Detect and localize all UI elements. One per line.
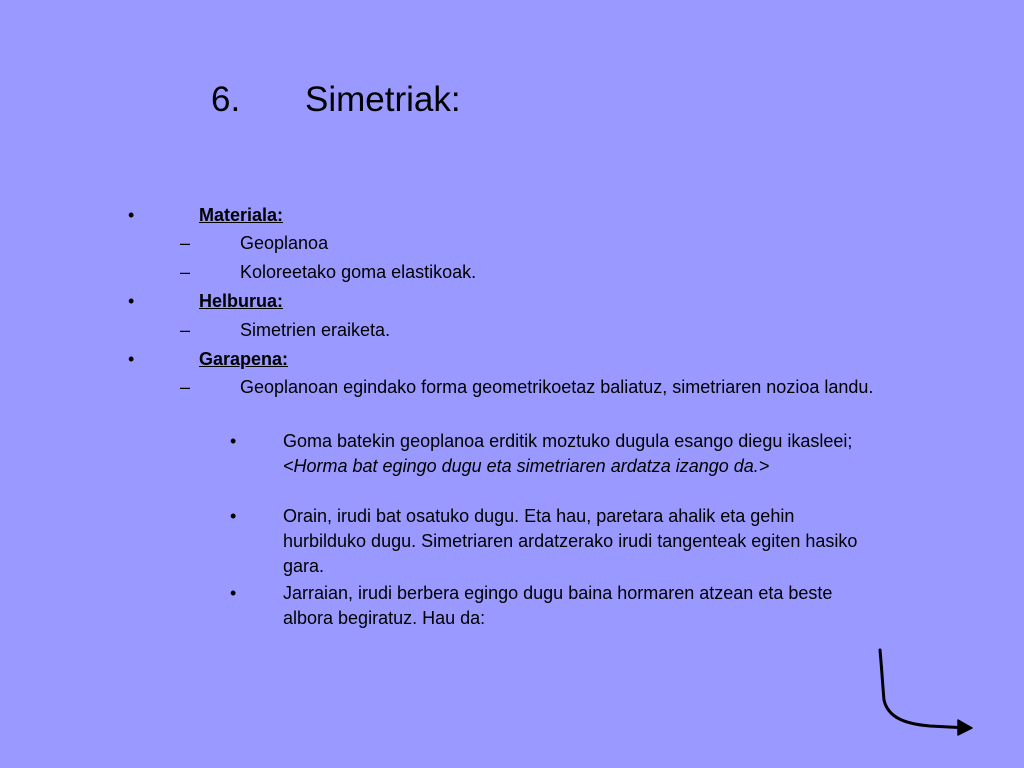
bullet-icon: •	[230, 431, 237, 451]
list-item: Koloreetako goma elastikoak.	[240, 262, 477, 282]
sub-list-item: Orain, irudi bat osatuko dugu. Eta hau, paretara ahalik eta gehin hurbilduko dugu. Simetriaren ardatzerako irudi tangenteak egiten hasiko gara.	[283, 506, 858, 576]
bullet-icon: •	[230, 506, 237, 526]
section-heading-garapena: Garapena:	[199, 349, 289, 369]
section-heading-materiala: Materiala:	[199, 205, 284, 225]
dash-icon: –	[180, 233, 191, 253]
slide-title-number: 6.	[211, 80, 241, 119]
list-item: Simetrien eraiketa.	[240, 320, 391, 340]
list-item: Geoplanoan egindako forma geometrikoetaz baliatuz, simetriaren nozioa landu.	[240, 377, 874, 397]
list-item: Geoplanoa	[240, 233, 329, 253]
bullet-icon: •	[128, 349, 135, 369]
sub-list-item-quote: <Horma bat egingo dugu eta simetriaren ardatza izango da.>	[283, 456, 770, 476]
bullet-icon: •	[128, 205, 135, 225]
bullet-icon: •	[230, 583, 237, 603]
section-heading-helburua: Helburua:	[199, 291, 284, 311]
dash-icon: –	[180, 377, 191, 397]
sub-list-item: Jarraian, irudi berbera egingo dugu baina hormaren atzean eta beste albora begiratuz. Hau da:	[283, 583, 833, 628]
dash-icon: –	[180, 262, 191, 282]
dash-icon: –	[180, 320, 191, 340]
bullet-icon: •	[128, 291, 135, 311]
slide-title: Simetriak:	[305, 80, 461, 119]
sub-list-item-text: Goma batekin geoplanoa erditik moztuko dugula esango diegu ikasleei;	[283, 431, 853, 451]
